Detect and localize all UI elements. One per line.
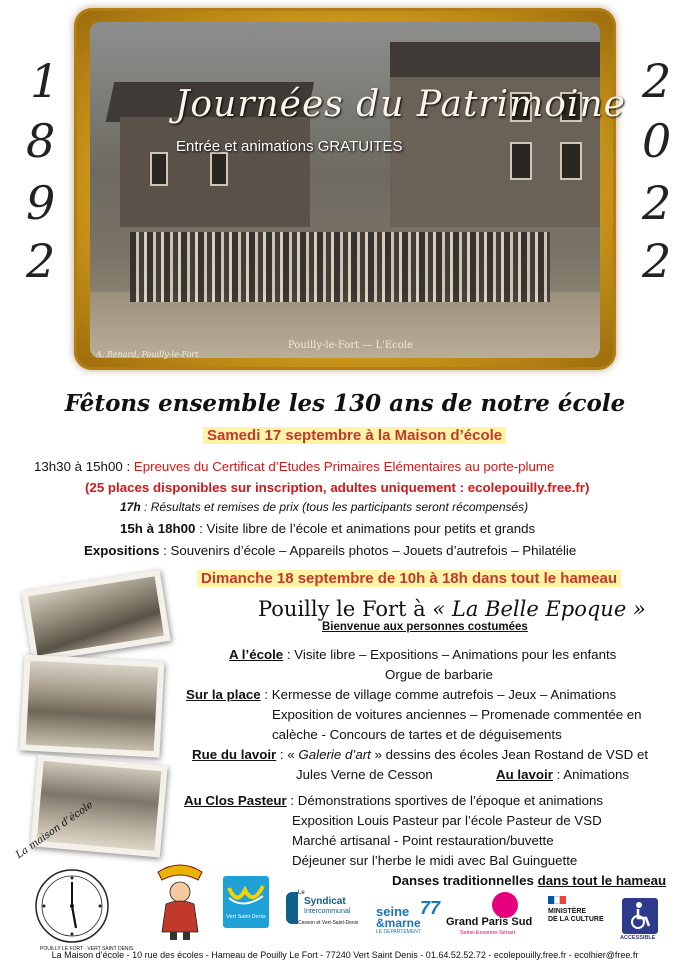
old-photo-barn	[30, 755, 168, 858]
au-lavoir-line	[496, 766, 629, 783]
time-label: 15h à 18h00	[120, 521, 196, 536]
saturday-line-5	[84, 542, 576, 559]
year-digit: 2	[642, 176, 672, 230]
results-text: : Résultats et remises de prix (tous les participants seront récompensés)	[140, 500, 529, 514]
syndicat-title: Syndicat	[304, 896, 346, 907]
place-line-2: Exposition de voitures anciennes – Promenade commentée en	[272, 707, 642, 722]
old-photo-farm	[20, 654, 165, 757]
place-line	[186, 686, 616, 703]
year-digit: 2	[642, 54, 672, 108]
lavoir-text: » dessins des écoles Jean Rostand de VSD et	[370, 747, 649, 762]
year-digit: 2	[642, 234, 672, 288]
grand-paris-sud-logo	[446, 892, 532, 938]
syndicat-towns: Cesson et Vert-Saint-Denis	[298, 920, 359, 926]
lavoir-line	[192, 746, 648, 763]
place-line-3: calèche - Concours de tartes et de déguisements	[272, 727, 562, 742]
place-text: : Kermesse de village comme autrefois – Jeux – Animations	[260, 687, 617, 702]
time-label: 17h	[120, 500, 141, 514]
syndicat-le: Le	[298, 890, 305, 896]
clos-line-3: Marché artisanal - Point restauration/buvette	[292, 833, 554, 848]
maison-ecole-logo	[14, 799, 134, 958]
syndicat-intercommunal-logo	[286, 888, 368, 932]
pouilly-fort-mascot-logo	[150, 858, 210, 942]
bienvenue-text: Bienvenue aux personnes costumées	[322, 621, 528, 633]
separator: :	[122, 459, 134, 474]
expositions-label: Expositions	[84, 543, 160, 558]
lavoir-label: Rue du lavoir	[192, 747, 277, 762]
clos-line	[184, 792, 603, 809]
quote-open: : «	[276, 747, 299, 762]
year-digit: 9	[26, 176, 56, 230]
clos-line-2: Exposition Louis Pasteur par l’école Pasteur de VSD	[292, 813, 602, 828]
saturday-date-banner: Samedi 17 septembre à la Maison d’école	[203, 427, 506, 444]
year-digit: 8	[26, 114, 56, 168]
hero-subtitle: Entrée et animations GRATUITES	[176, 138, 403, 155]
place-label: Sur la place	[186, 687, 261, 702]
clos-line-4: Déjeuner sur l’herbe le midi avec Bal Guinguette	[292, 853, 578, 868]
saturday-line-1	[34, 458, 554, 475]
year-digit: 2	[26, 234, 56, 288]
year-digit: 0	[642, 114, 672, 168]
expositions-text: : Souvenirs d’école – Appareils photos – Jouets d’autrefois – Philatélie	[159, 543, 577, 558]
access-text: ACCESSIBLE	[620, 935, 656, 941]
seine-et-marne-logo	[376, 898, 440, 938]
galerie-text: Galerie d’art	[298, 747, 371, 762]
time-label: 13h30 à 15h00	[34, 459, 123, 474]
accessibility-logo	[622, 898, 658, 942]
photo-caption: Pouilly-le-Fort — L'Ecole	[288, 340, 413, 351]
year-digit: 1	[30, 54, 60, 108]
clos-label: Au Clos Pasteur	[184, 793, 287, 808]
syndicat-sub: Intercommunal	[304, 908, 351, 915]
danses-line	[392, 872, 666, 889]
hero-title: Journées du Patrimoine	[175, 84, 626, 125]
gps-title: Grand Paris Sud	[446, 916, 533, 928]
saturday-line-3	[120, 500, 528, 516]
culture-line-2: DE LA CULTURE	[548, 916, 604, 923]
ecole-line-2: Orgue de barbarie	[385, 667, 493, 682]
lavoir-line-2: Jules Verne de Cesson	[296, 767, 433, 782]
photo-credit: A. Renard, Pouilly-le-Fort	[96, 350, 199, 359]
maison-logo-subtext: POUILLY LE FORT · VERT SAINT DENIS	[40, 946, 134, 952]
ecole-line	[229, 646, 616, 663]
sunday-date-banner: Dimanche 18 septembre de 10h à 18h dans tout le hameau	[197, 570, 621, 587]
headline: Fêtons ensemble les 130 ans de notre école	[64, 390, 626, 417]
wheelchair-icon	[626, 901, 654, 931]
visit-text: : Visite libre de l’école et animations pour petits et grands	[195, 521, 536, 536]
footer-contact: La Maison d’école - 10 rue des écoles - Hameau de Pouilly Le Fort - 77240 Vert Saint Denis - 01.64.52.52.72 - ecolepouilly.free.fr - ecolhier@free.fr	[51, 950, 639, 960]
seine-number: 77	[420, 898, 441, 918]
ministere-culture-logo	[546, 896, 610, 940]
title-plain: Pouilly le Fort à	[258, 597, 433, 621]
seine-text: seine	[376, 904, 410, 919]
saturday-line-2: (25 places disponibles sur inscription, adultes uniquement : ecolepouilly.free.fr)	[85, 480, 590, 495]
vsd-text: Vert Saint Denis	[226, 914, 266, 920]
vert-saint-denis-logo	[223, 876, 269, 928]
gps-sub: Seine-Essonne-Sénart	[460, 930, 516, 936]
culture-line-1: MINISTÈRE	[548, 908, 587, 915]
marne-text: &marne	[376, 916, 421, 930]
danses-text: Danses traditionnelles	[392, 873, 538, 888]
clos-text: : Démonstrations sportives de l’époque et animations	[286, 793, 604, 808]
title-italic: « La Belle Epoque »	[432, 597, 646, 621]
belle-epoque-title	[258, 597, 646, 621]
ecole-label: A l’école	[229, 647, 284, 662]
old-photo-street	[21, 569, 171, 662]
hero-photo	[90, 22, 600, 358]
au-lavoir-label: Au lavoir	[496, 767, 553, 782]
au-lavoir-text: : Animations	[552, 767, 630, 782]
danses-place: dans tout le hameau	[537, 873, 667, 888]
departement-text: LE DÉPARTEMENT	[376, 929, 421, 935]
maison-logo-text: La maison d’école	[14, 799, 96, 862]
certificat-text: Epreuves du Certificat d’Etudes Primaires Elémentaires au porte-plume	[133, 459, 555, 474]
ecole-text: : Visite libre – Expositions – Animations pour les enfants	[283, 647, 617, 662]
saturday-line-4	[120, 520, 535, 537]
